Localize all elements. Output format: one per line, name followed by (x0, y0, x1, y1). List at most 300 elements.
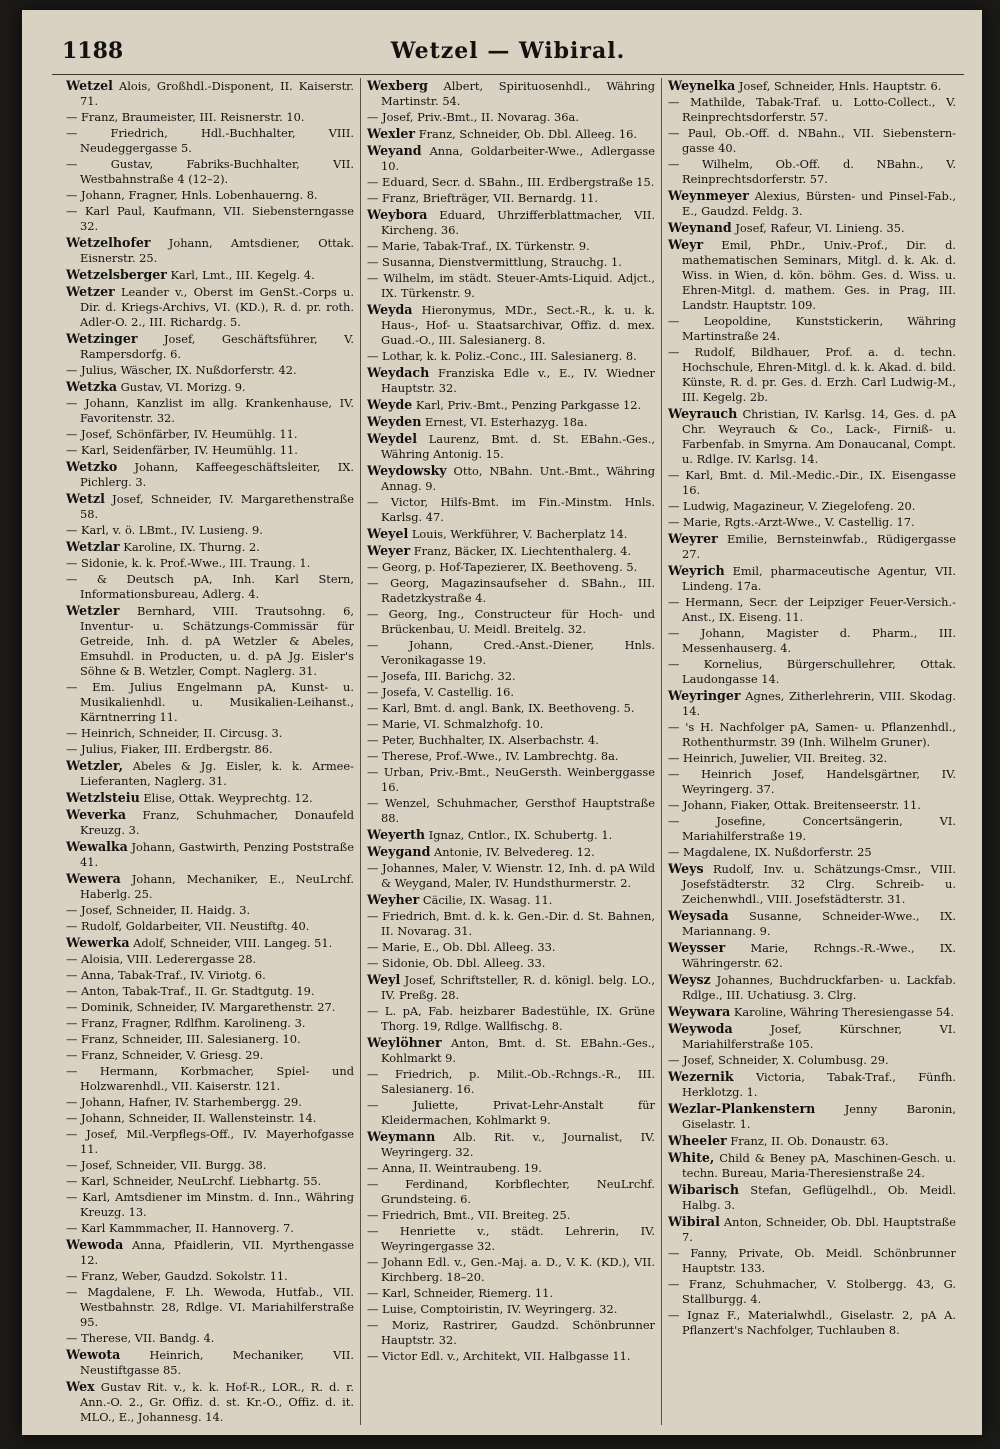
entry-details: Franziska Edle v., E., IV. Wiedner Hauptstr. 32. (381, 366, 655, 395)
directory-entry (66, 1237, 354, 1268)
entry-name: — Josef, (66, 1127, 118, 1141)
entry-name: — Marie, (367, 940, 420, 954)
directory-entry (668, 237, 956, 313)
entry-details: Franz, Schuhmacher, Donaufeld Kreuzg. 3. (80, 808, 354, 837)
directory-entry (66, 1190, 354, 1220)
directory-entry (367, 1177, 655, 1207)
entry-details: Alois, Großhdl.-Disponent, II. Kaiserstr. 71. (80, 79, 354, 108)
entry-details: V. Castellig. 16. (420, 685, 514, 699)
directory-entry (668, 908, 956, 939)
entry-details: Schneider, NeuLrchf. Liebhartg. 55. (109, 1174, 322, 1188)
entry-details: Susanne, Schneider-Wwe., IX. Mariannang. 9. (682, 909, 956, 938)
directory-entry (66, 1269, 354, 1284)
directory-entry (66, 1221, 354, 1236)
directory-entry (66, 1158, 354, 1173)
entry-name: — Franz, (66, 1269, 119, 1283)
entry-name: Weyrich (668, 563, 725, 578)
entry-name: — Franz, (66, 110, 119, 124)
directory-entry (66, 1095, 354, 1110)
entry-name: — Em. (66, 680, 115, 694)
column-left (60, 78, 360, 1425)
directory-entry (367, 560, 655, 575)
entry-name: — Heinrich, (668, 751, 738, 765)
entry-name: — Franz, (66, 1016, 119, 1030)
directory-entry (367, 1161, 655, 1176)
entry-details: H. Nachfolger pA, Samen- u. Pflanzenhdl., Rothenthurmstr. 39 (Inh. Wilhelm Gruner). (682, 720, 956, 749)
directory-entry (66, 919, 354, 934)
entry-name: — Friedrich, (367, 909, 440, 923)
entry-name: Weyher (367, 892, 420, 907)
entry-details: Bmt., VII. Breiteg. 25. (439, 1208, 571, 1222)
directory-entry (367, 239, 655, 254)
directory-entry (668, 1069, 956, 1100)
entry-details: IX. Nußdorferstr. 25 (750, 845, 872, 859)
entry-details: Kaufmann, VII. Siebensterngasse 32. (80, 204, 354, 233)
directory-entry (668, 798, 956, 813)
entry-details: Schneider, VII. Burgg. 38. (112, 1158, 267, 1172)
entry-details: Prof.-Wwe., IV. Lambrechtg. 8a. (432, 749, 619, 763)
entry-name: Wewera (66, 871, 121, 886)
entry-name: — Wilhelm, (367, 271, 435, 285)
entry-name: — Julius, (66, 363, 118, 377)
entry-details: Briefträger, VII. Bernardg. 11. (419, 191, 598, 205)
directory-entry (367, 110, 655, 125)
entry-name: — Urban, (367, 765, 424, 779)
entry-details: Abeles & Jg. Eisler, k. k. Armee-Lieferanten, Naglerg. 31. (80, 759, 354, 788)
entry-details: Magazinsaufseher d. SBahn., III. Radetzkystraße 4. (381, 576, 655, 605)
entry-details: Ernest, VI. Esterhazyg. 18a. (421, 415, 588, 429)
directory-entry (367, 827, 655, 843)
entry-details: Cred.-Anst.-Diener, Hnls. Veronikagasse 19. (381, 638, 655, 667)
entry-name: — Rudolf, (668, 345, 736, 359)
entry-name: — Magdalene, (66, 1285, 156, 1299)
entry-details: Josef, Rafeur, VI. Linieng. 35. (731, 221, 905, 235)
entry-name: — Dominik, (66, 1000, 133, 1014)
entry-name: Weyda (367, 302, 413, 317)
entry-details: F., Materialwhdl., Giselastr. 2, pA A. Pflanzert's Nachfolger, Tuchlauben 8. (682, 1308, 956, 1337)
directory-entry (668, 861, 956, 907)
directory-entry (668, 1004, 956, 1020)
entry-name: — Friedrich, (367, 1067, 453, 1081)
directory-entry (367, 1224, 655, 1254)
directory-entry (668, 95, 956, 125)
entry-details: Johann, Mechaniker, E., NeuLrchf. Haberlg. 25. (80, 872, 354, 901)
directory-entry (668, 1277, 956, 1307)
directory-entry (367, 1035, 655, 1066)
entry-details: Child & Beney pA, Maschinen-Gesch. u. techn. Bureau, Maria-Theresienstraße 24. (682, 1151, 956, 1180)
entry-details: Edl. v., Architekt, VII. Halbgasse 11. (416, 1349, 631, 1363)
entry-name: — Hermann, (66, 1064, 158, 1078)
directory-entry (668, 1133, 956, 1149)
entry-details: Josef, Schneider, IV. Margarethenstraße 58. (80, 492, 354, 521)
entry-details: Schönfärber, IV. Heumühlg. 11. (112, 427, 298, 441)
entry-details: Rastrirer, Gaudzd. Schönbrunner Hauptstr. 32. (381, 1318, 656, 1347)
entry-details: Franz, Schneider, Ob. Dbl. Alleeg. 16. (415, 127, 637, 141)
directory-entry (66, 935, 354, 951)
directory-entry (66, 1285, 354, 1330)
entry-details: Otto, NBahn. Unt.-Bmt., Währing Annag. 9. (381, 464, 655, 493)
entry-name: Wex (66, 1379, 95, 1394)
entry-name: — Georg, (367, 560, 422, 574)
directory-entry (66, 807, 354, 838)
directory-entry (668, 595, 956, 625)
directory-entry (66, 188, 354, 203)
entry-name: Wewalka (66, 839, 128, 854)
entry-details: II. Weintraubeng. 19. (415, 1161, 542, 1175)
entry-details: Dienstvermittlung, Strauchg. 1. (434, 255, 622, 269)
entry-name: Wezlar-Plankenstern (668, 1101, 816, 1116)
directory-entry (367, 956, 655, 971)
entry-name: — Heinrich (668, 767, 752, 781)
directory-entry (66, 396, 354, 426)
entry-details: Emil, PhDr., Univ.-Prof., Dir. d. mathematischen Seminars, Mitgl. d. k. Ak. d. Wiss. in Wien, d. kön. böhm. Ges. d. Wiss. u. Ehren-Mitgl. d. mathem. Ges. in Prag, III. Landstr. Hauptstr. 109. (682, 238, 956, 312)
entry-name: — Josef, (66, 903, 113, 917)
directory-entry (66, 984, 354, 999)
entry-details: Gustav, VI. Morizg. 9. (116, 380, 246, 394)
entry-details: Josef, Schriftsteller, R. d. königl. belg. LO., IV. Preßg. 28. (381, 973, 655, 1002)
directory-entry (66, 126, 354, 156)
entry-name: — Rudolf, (66, 919, 123, 933)
entry-details: Fabriks-Buchhalter, VII. Westbahnstraße 4 (12–2). (80, 157, 354, 186)
entry-name: — Josef, (66, 427, 113, 441)
entry-details: Bmt. d. Mil.-Medic.-Dir., IX. Eisengasse 16. (682, 468, 957, 497)
directory-entry (66, 363, 354, 378)
entry-name: — L. pA, (367, 1004, 422, 1018)
entry-name: — Ludwig, (668, 499, 730, 513)
entry-details: Leander v., Oberst im GenSt.-Corps u. Dir. d. Kriegs-Archivs, VI. (KD.), R. d. pr. roth. Adler-O. 2., III. Richardg. 5. (80, 285, 354, 329)
entry-name: — Peter, (367, 733, 416, 747)
entry-name: Wetzlar (66, 539, 120, 554)
entry-details: Johann, Kaffeegeschäftsleiter, IX. Pichlerg. 3. (80, 460, 354, 489)
entry-name: Weyden (367, 414, 422, 429)
entry-details: Louis, Werkführer, V. Bacherplatz 14. (408, 527, 628, 541)
entry-name: — & Deutsch (66, 572, 174, 586)
entry-details: Hafner, IV. Starhembergg. 29. (124, 1095, 302, 1109)
directory-entry (668, 1246, 956, 1276)
entry-name: — Johann (367, 1255, 423, 1269)
entry-name: — Georg, (367, 576, 430, 590)
entry-name: — Karl (66, 1221, 106, 1235)
entry-name: Wibarisch (668, 1182, 740, 1197)
entry-details: Hilfs-Bmt. im Fin.-Minstm. Hnls. Karlsg. 47. (381, 495, 655, 524)
directory-entry (367, 143, 655, 174)
entry-name: — Johann, (66, 1095, 125, 1109)
entry-name: — Johannes, (367, 861, 439, 875)
entry-name: — Juliette, (367, 1098, 459, 1112)
directory-entry (367, 255, 655, 270)
entry-name: — Franz, (367, 191, 420, 205)
directory-entry (367, 733, 655, 748)
directory-entry (66, 1174, 354, 1189)
entry-name: Weyerth (367, 827, 426, 842)
entry-details: Elise, Ottak. Weyprechtg. 12. (139, 791, 313, 805)
entry-name: Wheeler (668, 1133, 727, 1148)
entry-name: Wetzinger (66, 331, 138, 346)
directory-entry (668, 626, 956, 656)
entry-details: Schneider, X. Columbusg. 29. (714, 1053, 889, 1067)
directory-entry (367, 365, 655, 396)
directory-entry (66, 459, 354, 490)
entry-details: Karoline, IX. Thurng. 2. (119, 540, 260, 554)
entry-name: — Gustav, (66, 157, 154, 171)
entry-name: Wetzler (66, 603, 120, 618)
directory-entry (66, 157, 354, 187)
entry-details: Franz, Bäcker, IX. Liechtenthalerg. 4. (410, 544, 632, 558)
entry-details: Seidenfärber, IV. Heumühlg. 11. (109, 443, 298, 457)
entry-name: Weydel (367, 431, 418, 446)
entry-name: — Karl, (367, 701, 411, 715)
entry-name: — Josefa, (367, 685, 421, 699)
entry-name: Wexler (367, 126, 416, 141)
entry-name: Weysser (668, 940, 726, 955)
directory-entry (367, 607, 655, 637)
entry-details: Fiaker, Ottak. Breitenseerstr. 11. (726, 798, 921, 812)
page-number: 1188 (62, 38, 124, 64)
entry-details: Schneider, Riemerg. 11. (410, 1286, 553, 1300)
directory-entry (367, 349, 655, 364)
entry-name: — Wenzel, (367, 796, 430, 810)
directory-entry (367, 175, 655, 190)
entry-name: — Josef, (367, 110, 414, 124)
entry-name: Wetzl (66, 491, 105, 506)
entry-name: — Victor, (367, 495, 429, 509)
directory-entry (668, 1214, 956, 1245)
entry-name: Weyr (668, 237, 704, 252)
directory-entry (367, 397, 655, 413)
entry-name: Wetzelhofer (66, 235, 151, 250)
entry-details: Victoria, Tabak-Traf., Fünfh. Herklotzg. 1. (682, 1070, 956, 1099)
entry-details: Bildhauer, Prof. a. d. techn. Hochschule, Ehren-Mitgl. d. k. k. Akad. d. bild. Künste, R. d. pr. Ges. d. Erzh. Carl Ludwig-M., III. Kegelg. 2b. (682, 345, 956, 404)
entry-name: Wexberg (367, 78, 428, 93)
entry-details: Tabak-Traf. u. Lotto-Collect., V. Reinprechtsdorferstr. 57. (682, 95, 956, 124)
entry-details: Agnes, Zitherlehrerin, VIII. Skodag. 14. (682, 689, 956, 718)
directory-entry (367, 1067, 655, 1097)
entry-details: p. Milit.-Ob.-Rchngs.-R., III. Salesianerg. 16. (381, 1067, 655, 1096)
entry-name: — Fanny, (668, 1246, 728, 1260)
directory-entry (668, 499, 956, 514)
directory-entry (367, 576, 655, 606)
entry-details: III. Barichg. 32. (420, 669, 516, 683)
directory-entry (668, 1182, 956, 1213)
entry-name: — Franz, (668, 1277, 726, 1291)
directory-entry (668, 314, 956, 344)
directory-entry (66, 742, 354, 757)
entry-details: Priv.-Bmt., II. Novarag. 36a. (413, 110, 579, 124)
directory-entry (367, 1255, 655, 1285)
entry-name: — Karl, (66, 523, 110, 537)
directory-entry (367, 685, 655, 700)
entry-details: v., städt. Lehrerin, IV. Weyringergasse 32. (381, 1224, 655, 1253)
entry-name: — Heinrich, (66, 726, 136, 740)
entry-name: Wetzel (66, 78, 113, 93)
entry-name: — Johann, (66, 1111, 125, 1125)
entry-name: Weysz (668, 972, 711, 987)
entry-details: Albert, Spirituosenhdl., Währing Martinstr. 54. (381, 79, 655, 108)
entry-details: Mil.-Verpflegs-Off., IV. Mayerhofgasse 11. (80, 1127, 354, 1156)
entry-name: — Hermann, (668, 595, 744, 609)
entry-name: — Kornelius, (668, 657, 763, 671)
entry-details: Ob.-Off. d. NBahn., VII. Siebenstern-gasse 40. (682, 126, 956, 155)
directory-entry (668, 1308, 956, 1338)
entry-details: Schneider, II. Wallensteinstr. 14. (124, 1111, 317, 1125)
entry-details: Franz, II. Ob. Donaustr. 63. (726, 1134, 889, 1148)
entry-details: F. Lh. Wewoda, Hutfab., VII. Westbahnstr. 28, Rdlge. VI. Mariahilferstraße 95. (80, 1285, 355, 1329)
entry-details: Comptoiristin, IV. Weyringerg. 32. (416, 1302, 618, 1316)
entry-details: VII. Bandg. 4. (131, 1331, 215, 1345)
entry-name: — Josef, (66, 1158, 113, 1172)
directory-entry (367, 765, 655, 795)
entry-name: White, (668, 1150, 715, 1165)
directory-entry (66, 1331, 354, 1346)
directory-entry (367, 1302, 655, 1317)
entry-details: Bmt. d. angl. Bank, IX. Beethoveng. 5. (410, 701, 635, 715)
directory-entry (668, 767, 956, 797)
directory-entry (367, 78, 655, 109)
entry-name: — Anna, (367, 1161, 416, 1175)
entry-details: Secr. d. SBahn., III. Erdbergstraße 15. (428, 175, 655, 189)
directory-entry (66, 267, 354, 283)
directory-entry (367, 909, 655, 939)
directory-entry (66, 1048, 354, 1063)
directory-entry (668, 814, 956, 844)
entry-details: p. Hof-Tapezierer, IX. Beethoveng. 5. (421, 560, 638, 574)
entry-name: — Johann, (66, 188, 125, 202)
entry-name: — Luise, (367, 1302, 417, 1316)
entry-details: Heinrich, Mechaniker, VII. Neustiftgasse 85. (80, 1348, 354, 1377)
entry-details: Magister d. Pharm., III. Messenhauserg. 4. (682, 626, 957, 655)
entry-details: Korbflechter, NeuLrchf. Grundsteing. 6. (381, 1177, 655, 1206)
entry-details: Hdl.-Buchhalter, VIII. Neudeggergasse 5. (80, 126, 354, 155)
entry-details: Schneider, IV. Margarethenstr. 27. (132, 1000, 336, 1014)
directory-entry (367, 414, 655, 430)
entry-name: Wibiral (668, 1214, 720, 1229)
directory-entry (668, 720, 956, 750)
directory-entry (367, 302, 655, 348)
entry-name: — Josefa, (367, 669, 421, 683)
entry-details: Hieronymus, MDr., Sect.-R., k. u. k. Haus-, Hof- u. Staatsarchivar, Offiz. d. mex. Guad.-O., III. Salesianerg. 8. (381, 303, 655, 347)
entry-details: Priv.-Bmt., NeuGersth. Weinberggasse 16. (381, 765, 655, 794)
entry-name: Weyde (367, 397, 413, 412)
directory-entry (66, 1032, 354, 1047)
entry-name: — 's (668, 720, 695, 734)
directory-entry (66, 379, 354, 395)
entry-details: Fiaker, III. Erdbergstr. 86. (117, 742, 273, 756)
entry-name: Wewota (66, 1347, 121, 1362)
entry-details: Schneider, III. Salesianerg. 10. (118, 1032, 301, 1046)
entry-name: — Friedrich, (66, 126, 168, 140)
entry-name: — Karl, (66, 1190, 111, 1204)
entry-name: — Ignaz (668, 1308, 720, 1322)
entry-details: E., Ob. Dbl. Alleeg. 33. (419, 940, 556, 954)
directory-entry (367, 701, 655, 716)
directory-entry (367, 191, 655, 206)
entry-details: k. k. Prof.-Wwe., III. Traung. 1. (127, 556, 311, 570)
entry-details: VI. Schmalzhofg. 10. (419, 717, 544, 731)
entry-details: Laurenz, Bmt. d. St. EBahn.-Ges., Währing Antonig. 15. (381, 432, 655, 461)
directory-entry (66, 726, 354, 741)
entry-name: Weybora (367, 207, 428, 222)
entry-name: — Franz, (66, 1048, 119, 1062)
directory-entry (66, 871, 354, 902)
entry-details: Wäscher, IX. Nußdorferstr. 42. (117, 363, 297, 377)
entry-details: Alexius, Bürsten- und Pinsel-Fab., E., Gaudzd. Feldg. 3. (682, 189, 956, 218)
entry-name: Wetzlsteiu (66, 790, 140, 805)
directory-entry (367, 526, 655, 542)
directory-entry (66, 952, 354, 967)
directory-entry (367, 1286, 655, 1301)
entry-details: Tabak-Traf., IX. Türkenstr. 9. (419, 239, 590, 253)
entry-details: k. k. Poliz.-Conc., III. Salesianerg. 8. (422, 349, 637, 363)
entry-name: — Ferdinand, (367, 1177, 469, 1191)
directory-page (22, 10, 982, 1435)
directory-entry (367, 1098, 655, 1128)
entry-name: — Johann, (668, 626, 745, 640)
entry-details: Schuhmacher, V. Stolbergg. 43, G. Stallburgg. 4. (682, 1277, 956, 1306)
directory-entry (668, 1101, 956, 1132)
entry-name: — Victor (367, 1349, 417, 1363)
directory-entry (668, 188, 956, 219)
directory-entry (367, 638, 655, 668)
entry-name: — Josef, (668, 1053, 715, 1067)
entry-details: Josef, Handelsgärtner, IV. Weyringerg. 37. (682, 767, 957, 796)
entry-details: Privat-Lehr-Anstalt für Kleidermachen, Kohlmarkt 9. (381, 1098, 655, 1127)
entry-name: Wetzka (66, 379, 117, 394)
directory-entry (668, 515, 956, 530)
entry-name: — Moriz, (367, 1318, 430, 1332)
entry-details: Juwelier, VII. Breiteg. 32. (737, 751, 888, 765)
entry-details: Fragner, Hnls. Lobenhauerng. 8. (124, 188, 318, 202)
entry-name: — Henriette (367, 1224, 456, 1238)
entry-details: pA, Inh. Karl Stern, Informationsbureau, Adlerg. 4. (80, 572, 354, 601)
entry-details: Rgts.-Arzt-Wwe., V. Castellig. 17. (720, 515, 915, 529)
entry-name: — Paul, (668, 126, 717, 140)
entry-details: Cäcilie, IX. Wasag. 11. (419, 893, 553, 907)
entry-name: — Anna, (66, 968, 115, 982)
entry-name: — Marie, (367, 239, 420, 253)
entry-details: Schuhmacher, Gersthof Hauptstraße 88. (381, 796, 655, 825)
directory-entry (367, 543, 655, 559)
directory-entry (66, 331, 354, 362)
directory-entry (66, 1379, 354, 1425)
directory-entry (66, 903, 354, 918)
directory-entry (367, 207, 655, 238)
entry-name: — Eduard, (367, 175, 429, 189)
directory-columns (60, 78, 962, 1425)
entry-name: — Anton, (66, 984, 119, 998)
entry-name: — Julius, (66, 742, 118, 756)
column-right (661, 78, 962, 1425)
entry-name: Weygand (367, 844, 431, 859)
directory-entry (668, 220, 956, 236)
entry-details: Rudolf, Inv. u. Schätzungs-Cmsr., VIII. Josefstädterstr. 32 Clrg. Schreib- u. Zeichenwhdl., VIII. Josefstädterstr. 31. (682, 862, 956, 906)
entry-name: Weynelka (668, 78, 736, 93)
entry-name: Wewoda (66, 1237, 124, 1252)
entry-details: Johann, Gastwirth, Penzing Poststraße 41. (80, 840, 354, 869)
entry-details: Magazineur, V. Ziegelofeng. 20. (729, 499, 916, 513)
entry-details: Eduard, Uhrzifferblattmacher, VII. Kircheng. 36. (381, 208, 655, 237)
entry-name: Weyel (367, 526, 409, 541)
entry-details: Josef, Schneider, Hnls. Hauptstr. 6. (735, 79, 942, 93)
entry-details: Edl. v., Gen.-Maj. a. D., V. K. (KD.), VII. Kirchberg. 18–20. (381, 1255, 655, 1284)
directory-entry (66, 539, 354, 555)
directory-entry (668, 940, 956, 971)
entry-name: — Karl, (668, 468, 714, 482)
entry-details: Schneider, II. Haidg. 3. (112, 903, 251, 917)
directory-entry (66, 523, 354, 538)
entry-name: — Aloisia, (66, 952, 124, 966)
directory-entry (668, 78, 956, 94)
entry-name: Wetzler, (66, 758, 123, 773)
